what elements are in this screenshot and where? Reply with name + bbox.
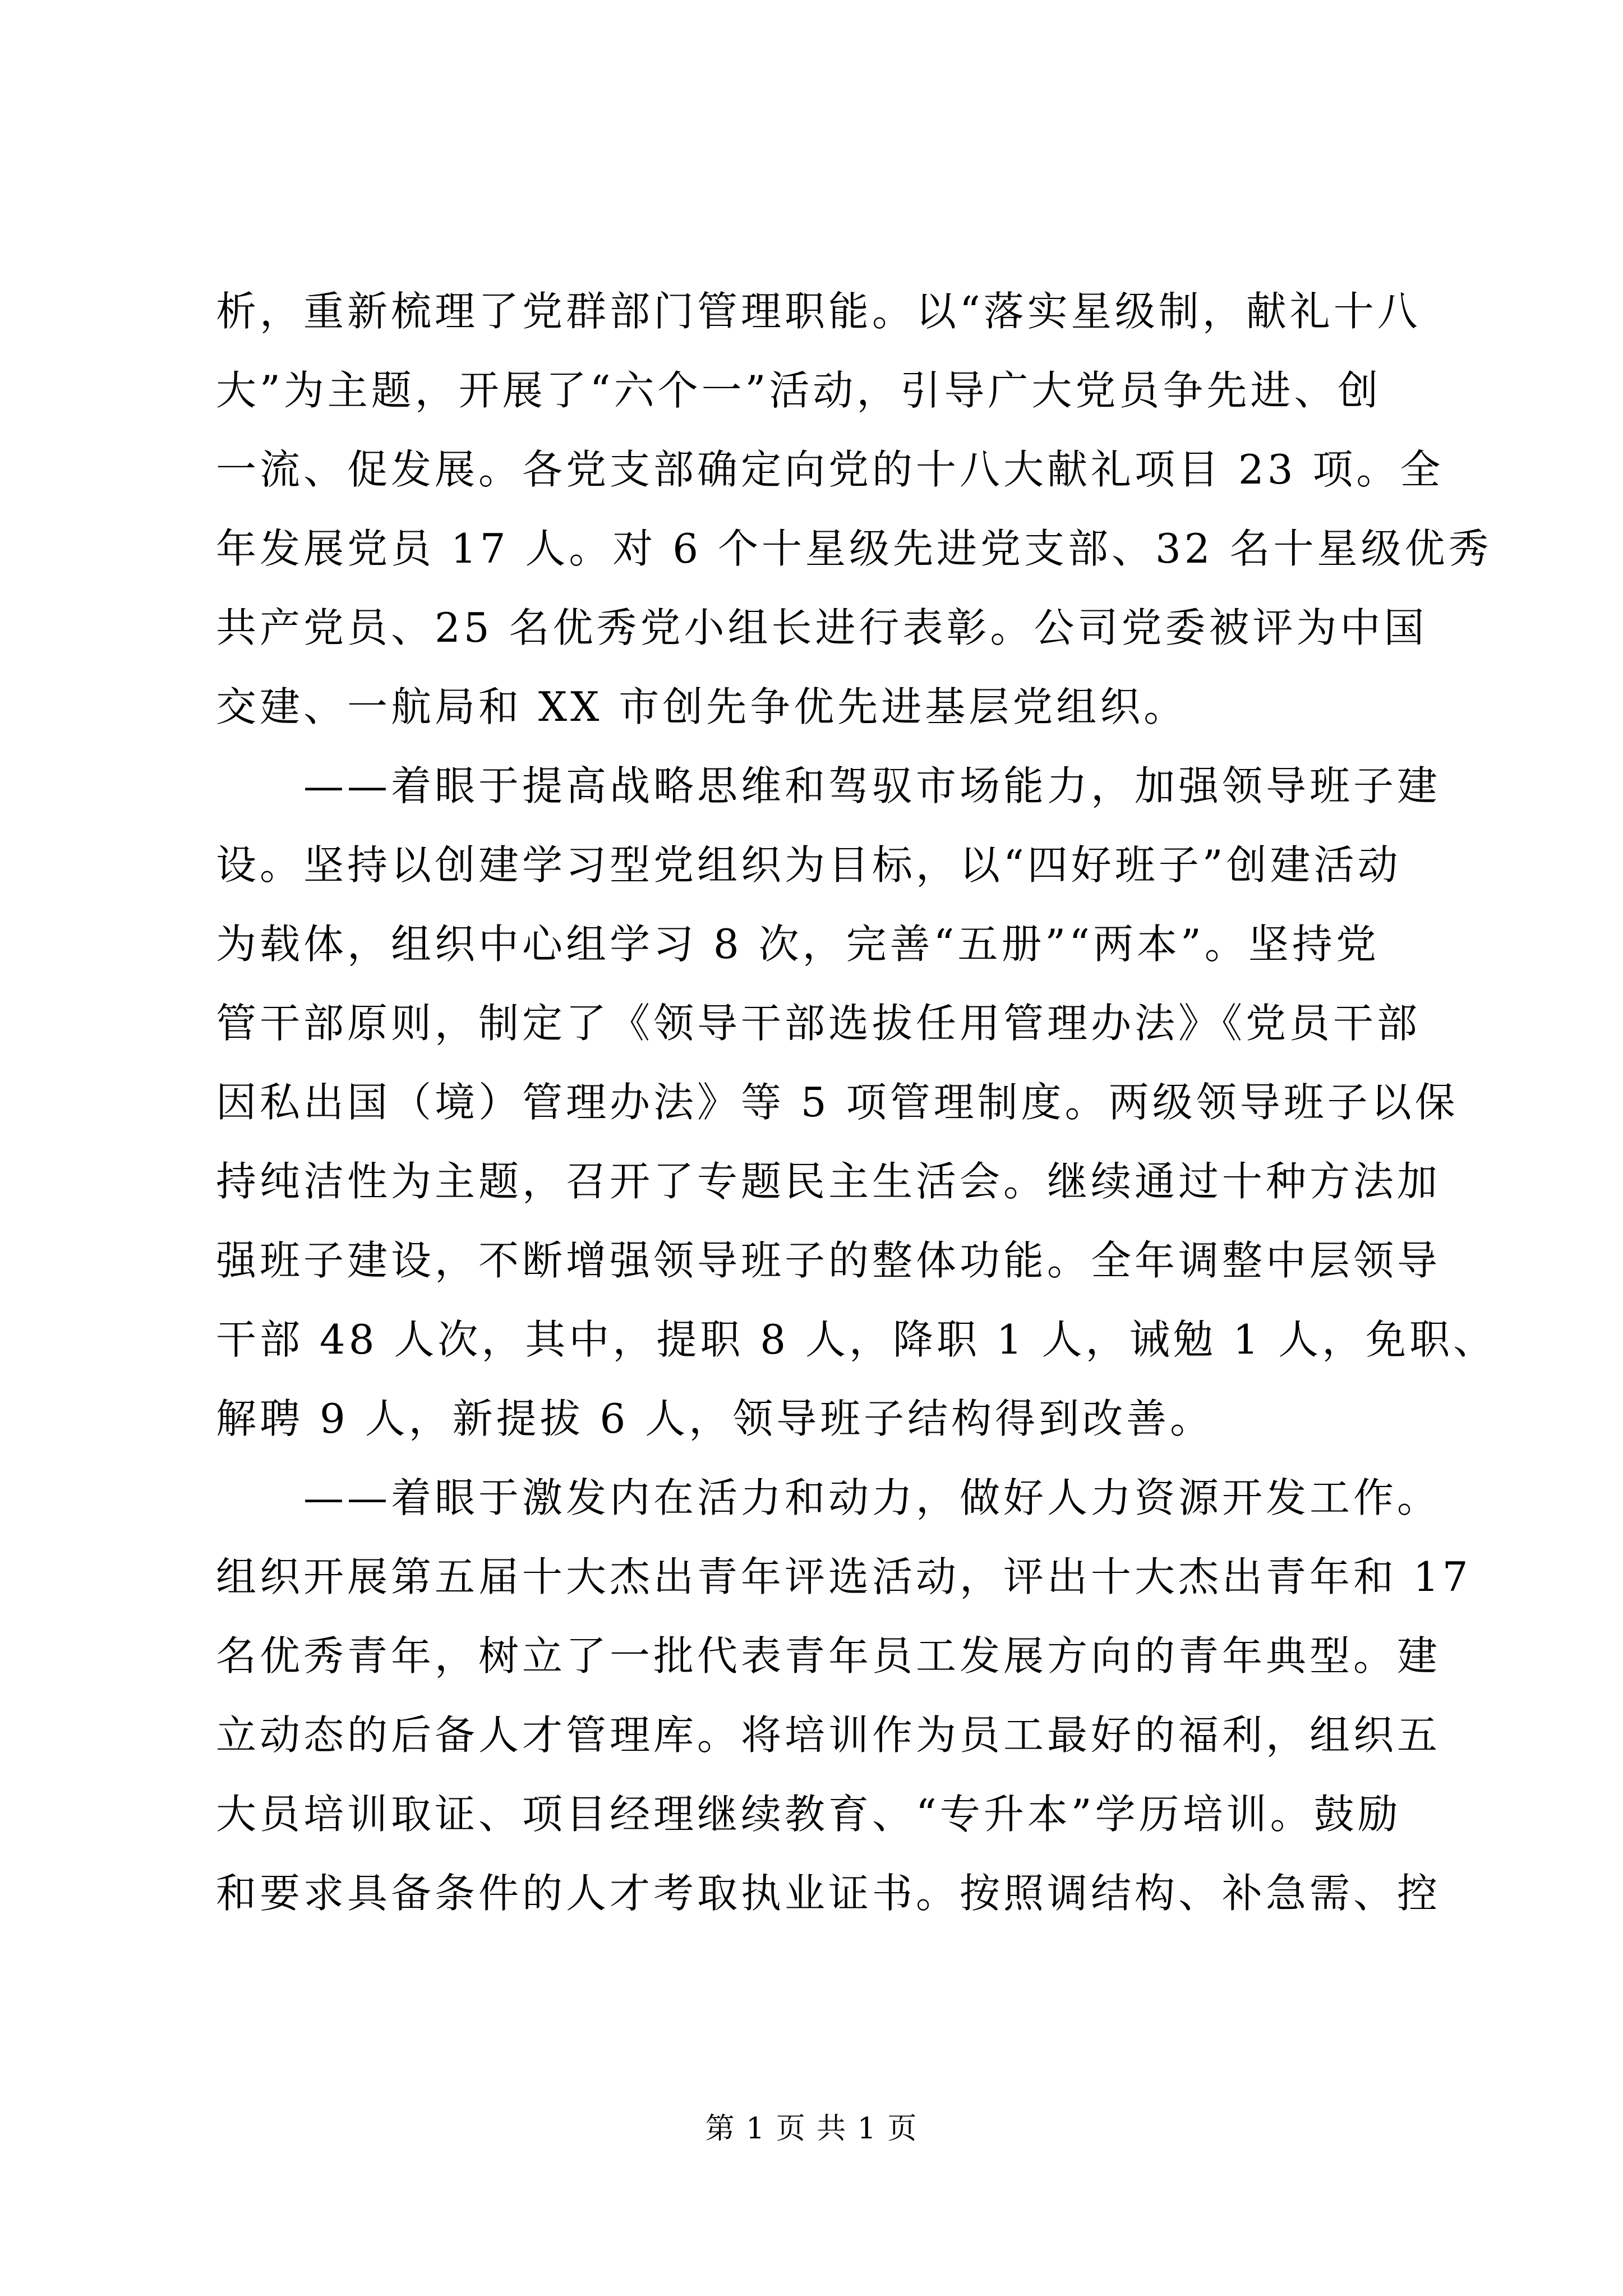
text-line: 组织开展第五届十大杰出青年评选活动，评出十大杰出青年和 17	[216, 1553, 1472, 1600]
text-line: 设。坚持以创建学习型党组织为目标，以“四好班子”创建活动	[216, 841, 1401, 889]
text-line: 析，重新梳理了党群部门管理职能。以“落实星级制，献礼十八	[216, 288, 1421, 335]
page-footer	[0, 2109, 1623, 2148]
text-line: 一流、促发展。各党支部确定向党的十八大献礼项目 23 项。全	[216, 446, 1444, 493]
text-line: 持纯洁性为主题，召开了专题民主生活会。继续通过十种方法加	[216, 1158, 1441, 1205]
text-line: 和要求具备条件的人才考取执业证书。按照调结构、补急需、控	[216, 1870, 1441, 1917]
text-line: ——着眼于提高战略思维和驾驭市场能力，加强领导班子建	[216, 762, 1441, 809]
text-line: 交建、一航局和 XX 市创先争优先进基层党组织。	[216, 683, 1188, 730]
text-line: 因私出国（境）管理办法》等 5 项管理制度。两级领导班子以保	[216, 1079, 1459, 1126]
text-line: 共产党员、25 名优秀党小组长进行表彰。公司党委被评为中国	[216, 604, 1428, 651]
text-line: 年发展党员 17 人。对 6 个十星级先进党支部、32 名十星级优秀	[216, 525, 1492, 572]
page-number: 第 1 页 共 1 页	[705, 2112, 918, 2146]
text-line: 大”为主题，开展了“六个一”活动，引导广大党员争先进、创	[216, 367, 1382, 414]
text-line: 管干部原则，制定了《领导干部选拔任用管理办法》《党员干部	[216, 1000, 1421, 1047]
text-line: ——着眼于激发内在活力和动力，做好人力资源开发工作。	[216, 1474, 1441, 1521]
text-line: 立动态的后备人才管理库。将培训作为员工最好的福利，组织五	[216, 1711, 1441, 1759]
text-line: 名优秀青年，树立了一批代表青年员工发展方向的青年典型。建	[216, 1632, 1441, 1680]
text-line: 大员培训取证、项目经理继续教育、“专升本”学历培训。鼓励	[216, 1791, 1401, 1838]
text-line: 解聘 9 人，新提拔 6 人，领导班子结构得到改善。	[216, 1395, 1214, 1442]
text-line: 强班子建设，不断增强领导班子的整体功能。全年调整中层领导	[216, 1237, 1441, 1284]
body-text	[216, 272, 1497, 1933]
text-line: 干部 48 人次，其中，提职 8 人，降职 1 人，诫勉 1 人，免职、	[216, 1316, 1497, 1363]
text-line: 为载体，组织中心组学习 8 次，完善“五册”“两本”。坚持党	[216, 921, 1380, 968]
